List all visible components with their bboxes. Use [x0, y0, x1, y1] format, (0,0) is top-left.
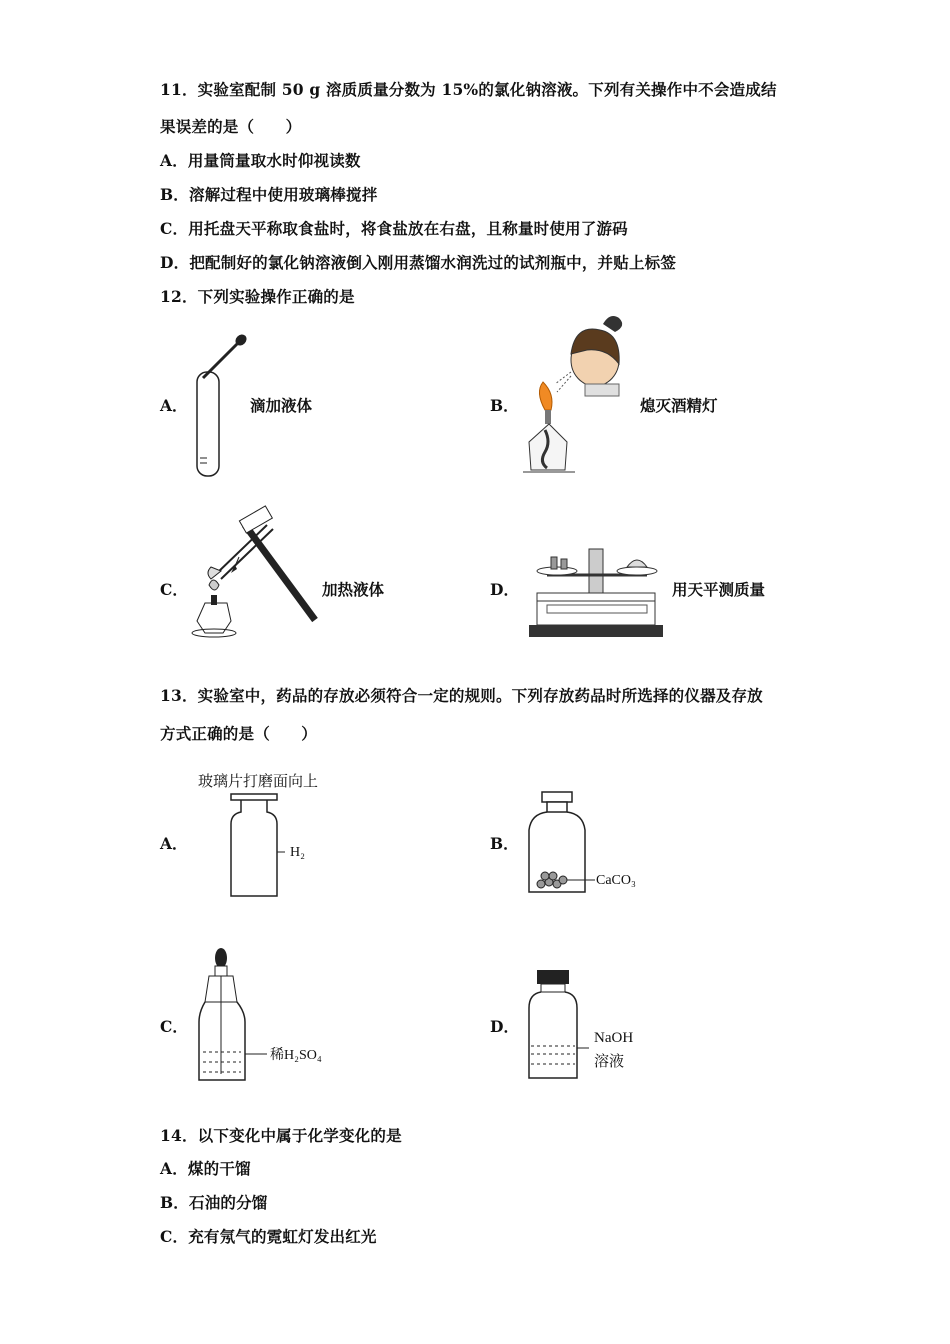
heating-test-tube-figure: [185, 505, 320, 640]
q13-option-c-letter: C．: [160, 1017, 188, 1036]
q13-stem-line1: 13．实验室中，药品的存放必须符合一定的规则。下列存放药品时所选择的仪器及存放: [160, 686, 763, 705]
q12-option-d-caption: 用天平测质量: [672, 580, 766, 599]
q11-stem-line1: 11．实验室配制 50 g 溶质质量分数为 15%的氯化钠溶液。下列有关操作中不会造成结: [160, 80, 777, 99]
q14-stem: 14．以下变化中属于化学变化的是: [160, 1126, 402, 1145]
q13-option-b-label: CaCO₃: [596, 873, 636, 888]
gas-bottle-h2-figure: [225, 792, 285, 898]
q11-option-a: A．用量筒量取水时仰视读数: [160, 151, 361, 170]
q11-option-d: D．把配制好的氯化钠溶液倒入刚用蒸馏水润洗过的试剂瓶中，并贴上标签: [160, 253, 677, 272]
balance-scale-figure: [527, 545, 667, 640]
q14-option-b: B．石油的分馏: [160, 1193, 268, 1212]
wide-mouth-bottle-caco3-figure: [525, 790, 595, 896]
alcohol-lamp-blowing-figure: [515, 312, 630, 477]
q11-stem-line2: 果误差的是（ ）: [160, 117, 302, 136]
q12-option-b-caption: 熄灭酒精灯: [640, 396, 718, 415]
dropper-bottle-h2so4-figure: [195, 942, 267, 1082]
q13-option-a-letter: A．: [160, 834, 188, 853]
q12-option-a-letter: A．: [160, 396, 188, 415]
q12-option-d-letter: D．: [490, 580, 519, 599]
q13-option-d-label-line2: 溶液: [594, 1054, 625, 1070]
q13-option-b-letter: B．: [490, 834, 519, 853]
q13-option-c-label: 稀H₂SO₄: [270, 1048, 322, 1063]
q13-option-d-letter: D．: [490, 1017, 519, 1036]
q12-option-a-caption: 滴加液体: [250, 396, 313, 415]
q14-option-c: C．充有氖气的霓虹灯发出红光: [160, 1227, 377, 1246]
q12-option-c-letter: C．: [160, 580, 188, 599]
q13-option-a-figure-top: 玻璃片打磨面向上: [198, 774, 319, 790]
dropper-test-tube-figure: [185, 330, 255, 480]
q14-option-a: A．煤的干馏: [160, 1159, 251, 1178]
q11-option-c: C．用托盘天平称取食盐时，将食盐放在右盘，且称量时使用了游码: [160, 219, 628, 238]
q13-option-d-label-line1: NaOH: [594, 1030, 634, 1046]
q13-option-a-label: H₂: [290, 845, 305, 860]
q12-option-b-letter: B．: [490, 396, 519, 415]
q13-stem-line2: 方式正确的是（ ）: [160, 724, 318, 743]
q12-stem: 12．下列实验操作正确的是: [160, 287, 355, 306]
q11-option-b: B．溶解过程中使用玻璃棒搅拌: [160, 185, 378, 204]
q12-option-c-caption: 加热液体: [322, 580, 385, 599]
naoh-bottle-figure: [525, 968, 595, 1082]
